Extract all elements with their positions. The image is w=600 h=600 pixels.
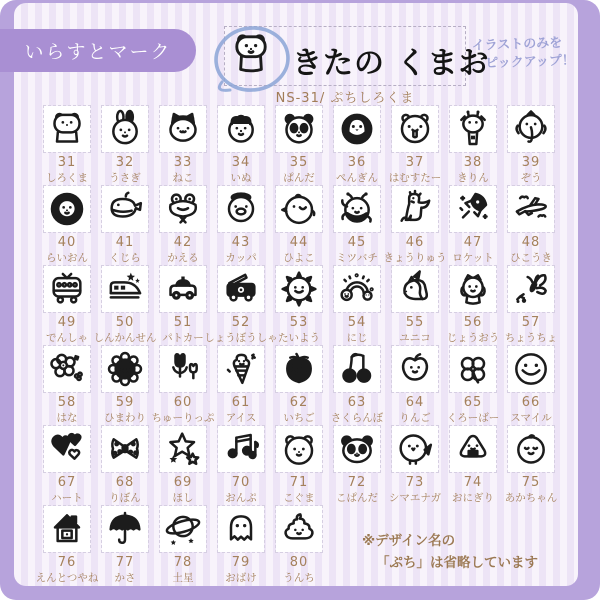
stamp-label: ぱんだ bbox=[283, 172, 315, 184]
police-car-icon bbox=[160, 266, 206, 312]
heart-icon bbox=[44, 426, 90, 472]
stamp-number: 71 bbox=[289, 475, 309, 490]
poop-icon bbox=[276, 506, 322, 552]
saturn-icon bbox=[160, 506, 206, 552]
stamp-number: 47 bbox=[463, 235, 483, 250]
stamp-item-40 bbox=[38, 186, 96, 266]
stamp-item-42 bbox=[154, 186, 212, 266]
airplane-icon bbox=[508, 186, 554, 232]
stamp-number: 77 bbox=[115, 555, 135, 570]
stamp-item-63 bbox=[328, 346, 386, 426]
stamp-label: ひこうき bbox=[510, 252, 552, 264]
ice-cream-icon bbox=[218, 346, 264, 392]
apple-icon bbox=[392, 346, 438, 392]
stamp-number: 45 bbox=[347, 235, 367, 250]
stamp-item-55 bbox=[386, 266, 444, 346]
stamp-number: 72 bbox=[347, 475, 367, 490]
stamp-item-58 bbox=[38, 346, 96, 426]
stamp-number: 74 bbox=[463, 475, 483, 490]
stamp-number: 46 bbox=[405, 235, 425, 250]
stamp-label: かさ bbox=[114, 572, 136, 584]
butterfly-icon bbox=[508, 266, 554, 312]
stamp-item-75 bbox=[502, 426, 560, 506]
stamp-item-59 bbox=[96, 346, 154, 426]
stamp-number: 52 bbox=[231, 315, 251, 330]
footnote-line1: ※デザイン名の bbox=[362, 533, 456, 549]
star-icon bbox=[160, 426, 206, 472]
stamp-label: シマエナガ bbox=[388, 492, 442, 504]
stamp-item-34 bbox=[212, 106, 270, 186]
stamp-number: 54 bbox=[347, 315, 367, 330]
stamp-label: うさぎ bbox=[109, 172, 141, 184]
stamp-label: しんかんせん bbox=[93, 332, 157, 344]
stamp-number: 42 bbox=[173, 235, 193, 250]
stamp-item-47 bbox=[444, 186, 502, 266]
stamp-number: 43 bbox=[231, 235, 251, 250]
stamp-label: おんぷ bbox=[225, 492, 257, 504]
penguin-icon bbox=[334, 106, 380, 152]
baby-icon bbox=[508, 426, 554, 472]
umbrella-icon bbox=[102, 506, 148, 552]
stamp-label: ちゅーりっぷ bbox=[151, 412, 215, 424]
stamp-number: 38 bbox=[463, 155, 483, 170]
stamp-item-33 bbox=[154, 106, 212, 186]
stamp-label: はむすたー bbox=[388, 172, 442, 184]
stamp-item-32 bbox=[96, 106, 154, 186]
stamp-label: りぼん bbox=[109, 492, 141, 504]
stamp-item-74 bbox=[444, 426, 502, 506]
stamp-label: おばけ bbox=[225, 572, 257, 584]
stamp-label: ひまわり bbox=[104, 412, 146, 424]
stamp-number: 55 bbox=[405, 315, 425, 330]
stamp-number: 62 bbox=[289, 395, 309, 410]
stamp-item-45 bbox=[328, 186, 386, 266]
stamp-number: 32 bbox=[115, 155, 135, 170]
tagline-line1: イラストのみを bbox=[471, 35, 563, 54]
stamp-label: ハート bbox=[51, 492, 83, 504]
stamp-label: えんとつやね bbox=[35, 572, 99, 584]
stamp-label: おにぎり bbox=[452, 492, 494, 504]
stamp-number: 51 bbox=[173, 315, 193, 330]
polar-bear-mascot-icon bbox=[228, 31, 274, 77]
stamp-label: かえる bbox=[167, 252, 199, 264]
stamp-item-46 bbox=[383, 186, 447, 266]
stamp-item-76 bbox=[35, 506, 99, 586]
stamp-item-66 bbox=[502, 346, 560, 426]
stamp-label: じょうおう bbox=[446, 332, 500, 344]
stamp-number: 79 bbox=[231, 555, 251, 570]
kappa-icon bbox=[218, 186, 264, 232]
stamp-item-77 bbox=[96, 506, 154, 586]
stamp-item-60 bbox=[151, 346, 215, 426]
stamp-item-54 bbox=[328, 266, 386, 346]
stamp-number: 68 bbox=[115, 475, 135, 490]
stamp-label: しろくま bbox=[46, 172, 88, 184]
stamp-item-50 bbox=[93, 266, 157, 346]
baby-panda-icon bbox=[334, 426, 380, 472]
stamp-number: 63 bbox=[347, 395, 367, 410]
stamp-item-68 bbox=[96, 426, 154, 506]
stamp-item-67 bbox=[38, 426, 96, 506]
stamp-number: 50 bbox=[115, 315, 135, 330]
stamp-item-31 bbox=[38, 106, 96, 186]
stamp-label: ちょうちょ bbox=[504, 332, 558, 344]
clover-icon bbox=[450, 346, 496, 392]
stamp-label: スマイル bbox=[510, 412, 552, 424]
strawberry-icon bbox=[276, 346, 322, 392]
stamp-label: さくらんぼ bbox=[330, 412, 384, 424]
stamp-item-36 bbox=[328, 106, 386, 186]
stamp-item-69 bbox=[154, 426, 212, 506]
stamp-number: 59 bbox=[115, 395, 135, 410]
stamp-item-73 bbox=[386, 426, 444, 506]
stamp-label: ミツバチ bbox=[336, 252, 378, 264]
stamp-label: アイス bbox=[225, 412, 257, 424]
stamp-item-52 bbox=[204, 266, 278, 346]
stamp-number: 36 bbox=[347, 155, 367, 170]
fire-truck-icon bbox=[218, 266, 264, 312]
stamp-number: 35 bbox=[289, 155, 309, 170]
onigiri-icon bbox=[450, 426, 496, 472]
stamp-label: いぬ bbox=[230, 172, 252, 184]
bear-cub-icon bbox=[276, 426, 322, 472]
stamp-label: くじら bbox=[109, 252, 141, 264]
unicorn-icon bbox=[392, 266, 438, 312]
stamp-label: はな bbox=[56, 412, 78, 424]
footnote-line2: 「ぷち」は省略しています bbox=[376, 554, 538, 571]
stamp-number: 53 bbox=[289, 315, 309, 330]
stamp-number: 60 bbox=[173, 395, 193, 410]
music-note-icon bbox=[218, 426, 264, 472]
stamp-number: 70 bbox=[231, 475, 251, 490]
stamp-item-57 bbox=[502, 266, 560, 346]
bee-icon bbox=[334, 186, 380, 232]
stamp-label: きりん bbox=[457, 172, 489, 184]
sunflower-icon bbox=[102, 346, 148, 392]
stamp-number: 80 bbox=[289, 555, 309, 570]
rocket-icon bbox=[450, 186, 496, 232]
panda-icon bbox=[276, 106, 322, 152]
elephant-icon bbox=[508, 106, 554, 152]
tulip-icon bbox=[160, 346, 206, 392]
stamp-item-79 bbox=[212, 506, 270, 586]
stamp-label: ロケット bbox=[452, 252, 494, 264]
stamp-item-38 bbox=[444, 106, 502, 186]
house-icon bbox=[44, 506, 90, 552]
stamp-number: 57 bbox=[521, 315, 541, 330]
stamp-item-78 bbox=[154, 506, 212, 586]
stamp-label: きょうりゅう bbox=[383, 252, 447, 264]
category-badge: いらすとマーク bbox=[0, 29, 196, 72]
dog-icon bbox=[218, 106, 264, 152]
stamp-number: 69 bbox=[173, 475, 193, 490]
stamp-label: ぺんぎん bbox=[336, 172, 378, 184]
stamp-number: 40 bbox=[57, 235, 77, 250]
flower-icon bbox=[44, 346, 90, 392]
stamp-label: パトカー bbox=[162, 332, 204, 344]
stamp-label: らいおん bbox=[46, 252, 88, 264]
cat-icon bbox=[160, 106, 206, 152]
stamp-item-56 bbox=[444, 266, 502, 346]
stamp-label: こぐま bbox=[283, 492, 315, 504]
stamp-number: 37 bbox=[405, 155, 425, 170]
stamp-item-43 bbox=[212, 186, 270, 266]
stamp-number: 44 bbox=[289, 235, 309, 250]
sun-icon bbox=[276, 266, 322, 312]
stamp-number: 78 bbox=[173, 555, 193, 570]
stamp-item-72 bbox=[328, 426, 386, 506]
stamp-number: 75 bbox=[521, 475, 541, 490]
ribbon-icon bbox=[102, 426, 148, 472]
stamp-label: りんご bbox=[399, 412, 431, 424]
stamp-item-37 bbox=[386, 106, 444, 186]
ghost-icon bbox=[218, 506, 264, 552]
stamp-number: 33 bbox=[173, 155, 193, 170]
stamp-number: 49 bbox=[57, 315, 77, 330]
stamp-label: でんしゃ bbox=[46, 332, 88, 344]
stamp-item-61 bbox=[212, 346, 270, 426]
product-code: NS-31/ ぷちしろくま bbox=[275, 91, 415, 106]
giraffe-icon bbox=[450, 106, 496, 152]
stamp-label: にじ bbox=[346, 332, 368, 344]
stamp-number: 41 bbox=[115, 235, 135, 250]
stamp-number: 48 bbox=[521, 235, 541, 250]
hamster-icon bbox=[392, 106, 438, 152]
stamp-label: ユニコ bbox=[399, 332, 431, 344]
stamp-grid bbox=[35, 106, 560, 586]
stamp-number: 76 bbox=[57, 555, 77, 570]
stamp-number: 64 bbox=[405, 395, 425, 410]
stamp-label: こぱんだ bbox=[336, 492, 378, 504]
stamp-item-49 bbox=[38, 266, 96, 346]
rainbow-icon bbox=[334, 266, 380, 312]
lion-icon bbox=[44, 186, 90, 232]
shinkansen-icon bbox=[102, 266, 148, 312]
stamp-label: ねこ bbox=[172, 172, 194, 184]
stamp-item-41 bbox=[96, 186, 154, 266]
rabbit-icon bbox=[102, 106, 148, 152]
stamp-number: 67 bbox=[57, 475, 77, 490]
frog-icon bbox=[160, 186, 206, 232]
stamp-number: 58 bbox=[57, 395, 77, 410]
shimaenaga-icon bbox=[392, 426, 438, 472]
whale-icon bbox=[102, 186, 148, 232]
stamp-number: 56 bbox=[463, 315, 483, 330]
chick-icon bbox=[276, 186, 322, 232]
page-title: きたの くまお bbox=[292, 46, 490, 81]
stamp-item-65 bbox=[444, 346, 502, 426]
tagline-line2: ピックアップ！ bbox=[485, 53, 576, 72]
footnote bbox=[362, 531, 538, 574]
tagline bbox=[471, 34, 575, 74]
stamp-number: 61 bbox=[231, 395, 251, 410]
stamp-label: 土星 bbox=[172, 572, 194, 584]
stamp-item-35 bbox=[270, 106, 328, 186]
stamp-item-44 bbox=[270, 186, 328, 266]
stamp-label: いちご bbox=[283, 412, 315, 424]
stamp-item-71 bbox=[270, 426, 328, 506]
stamp-number: 66 bbox=[521, 395, 541, 410]
stamp-label: ひよこ bbox=[283, 252, 315, 264]
stamp-label: しょうぼうしゃ bbox=[204, 332, 278, 344]
stamp-label: あかちゃん bbox=[504, 492, 558, 504]
stamp-number: 65 bbox=[463, 395, 483, 410]
stamp-number: 73 bbox=[405, 475, 425, 490]
stamp-label: たいよう bbox=[278, 332, 320, 344]
stamp-label: ぞう bbox=[520, 172, 542, 184]
stamp-item-64 bbox=[386, 346, 444, 426]
stamp-number: 39 bbox=[521, 155, 541, 170]
smile-icon bbox=[508, 346, 554, 392]
stamp-item-70 bbox=[212, 426, 270, 506]
polar-bear-icon bbox=[44, 106, 90, 152]
stamp-number: 31 bbox=[57, 155, 77, 170]
cherry-icon bbox=[334, 346, 380, 392]
dinosaur-icon bbox=[392, 186, 438, 232]
stamp-item-80 bbox=[270, 506, 328, 586]
stamp-item-62 bbox=[270, 346, 328, 426]
stamp-label: カッパ bbox=[225, 252, 257, 264]
stamp-item-48 bbox=[502, 186, 560, 266]
queen-icon bbox=[450, 266, 496, 312]
stamp-label: うんち bbox=[283, 572, 315, 584]
stamp-label: ほし bbox=[172, 492, 194, 504]
stamp-item-53 bbox=[270, 266, 328, 346]
train-icon bbox=[44, 266, 90, 312]
stamp-item-39 bbox=[502, 106, 560, 186]
stamp-number: 34 bbox=[231, 155, 251, 170]
stamp-label: くろーばー bbox=[446, 412, 500, 424]
